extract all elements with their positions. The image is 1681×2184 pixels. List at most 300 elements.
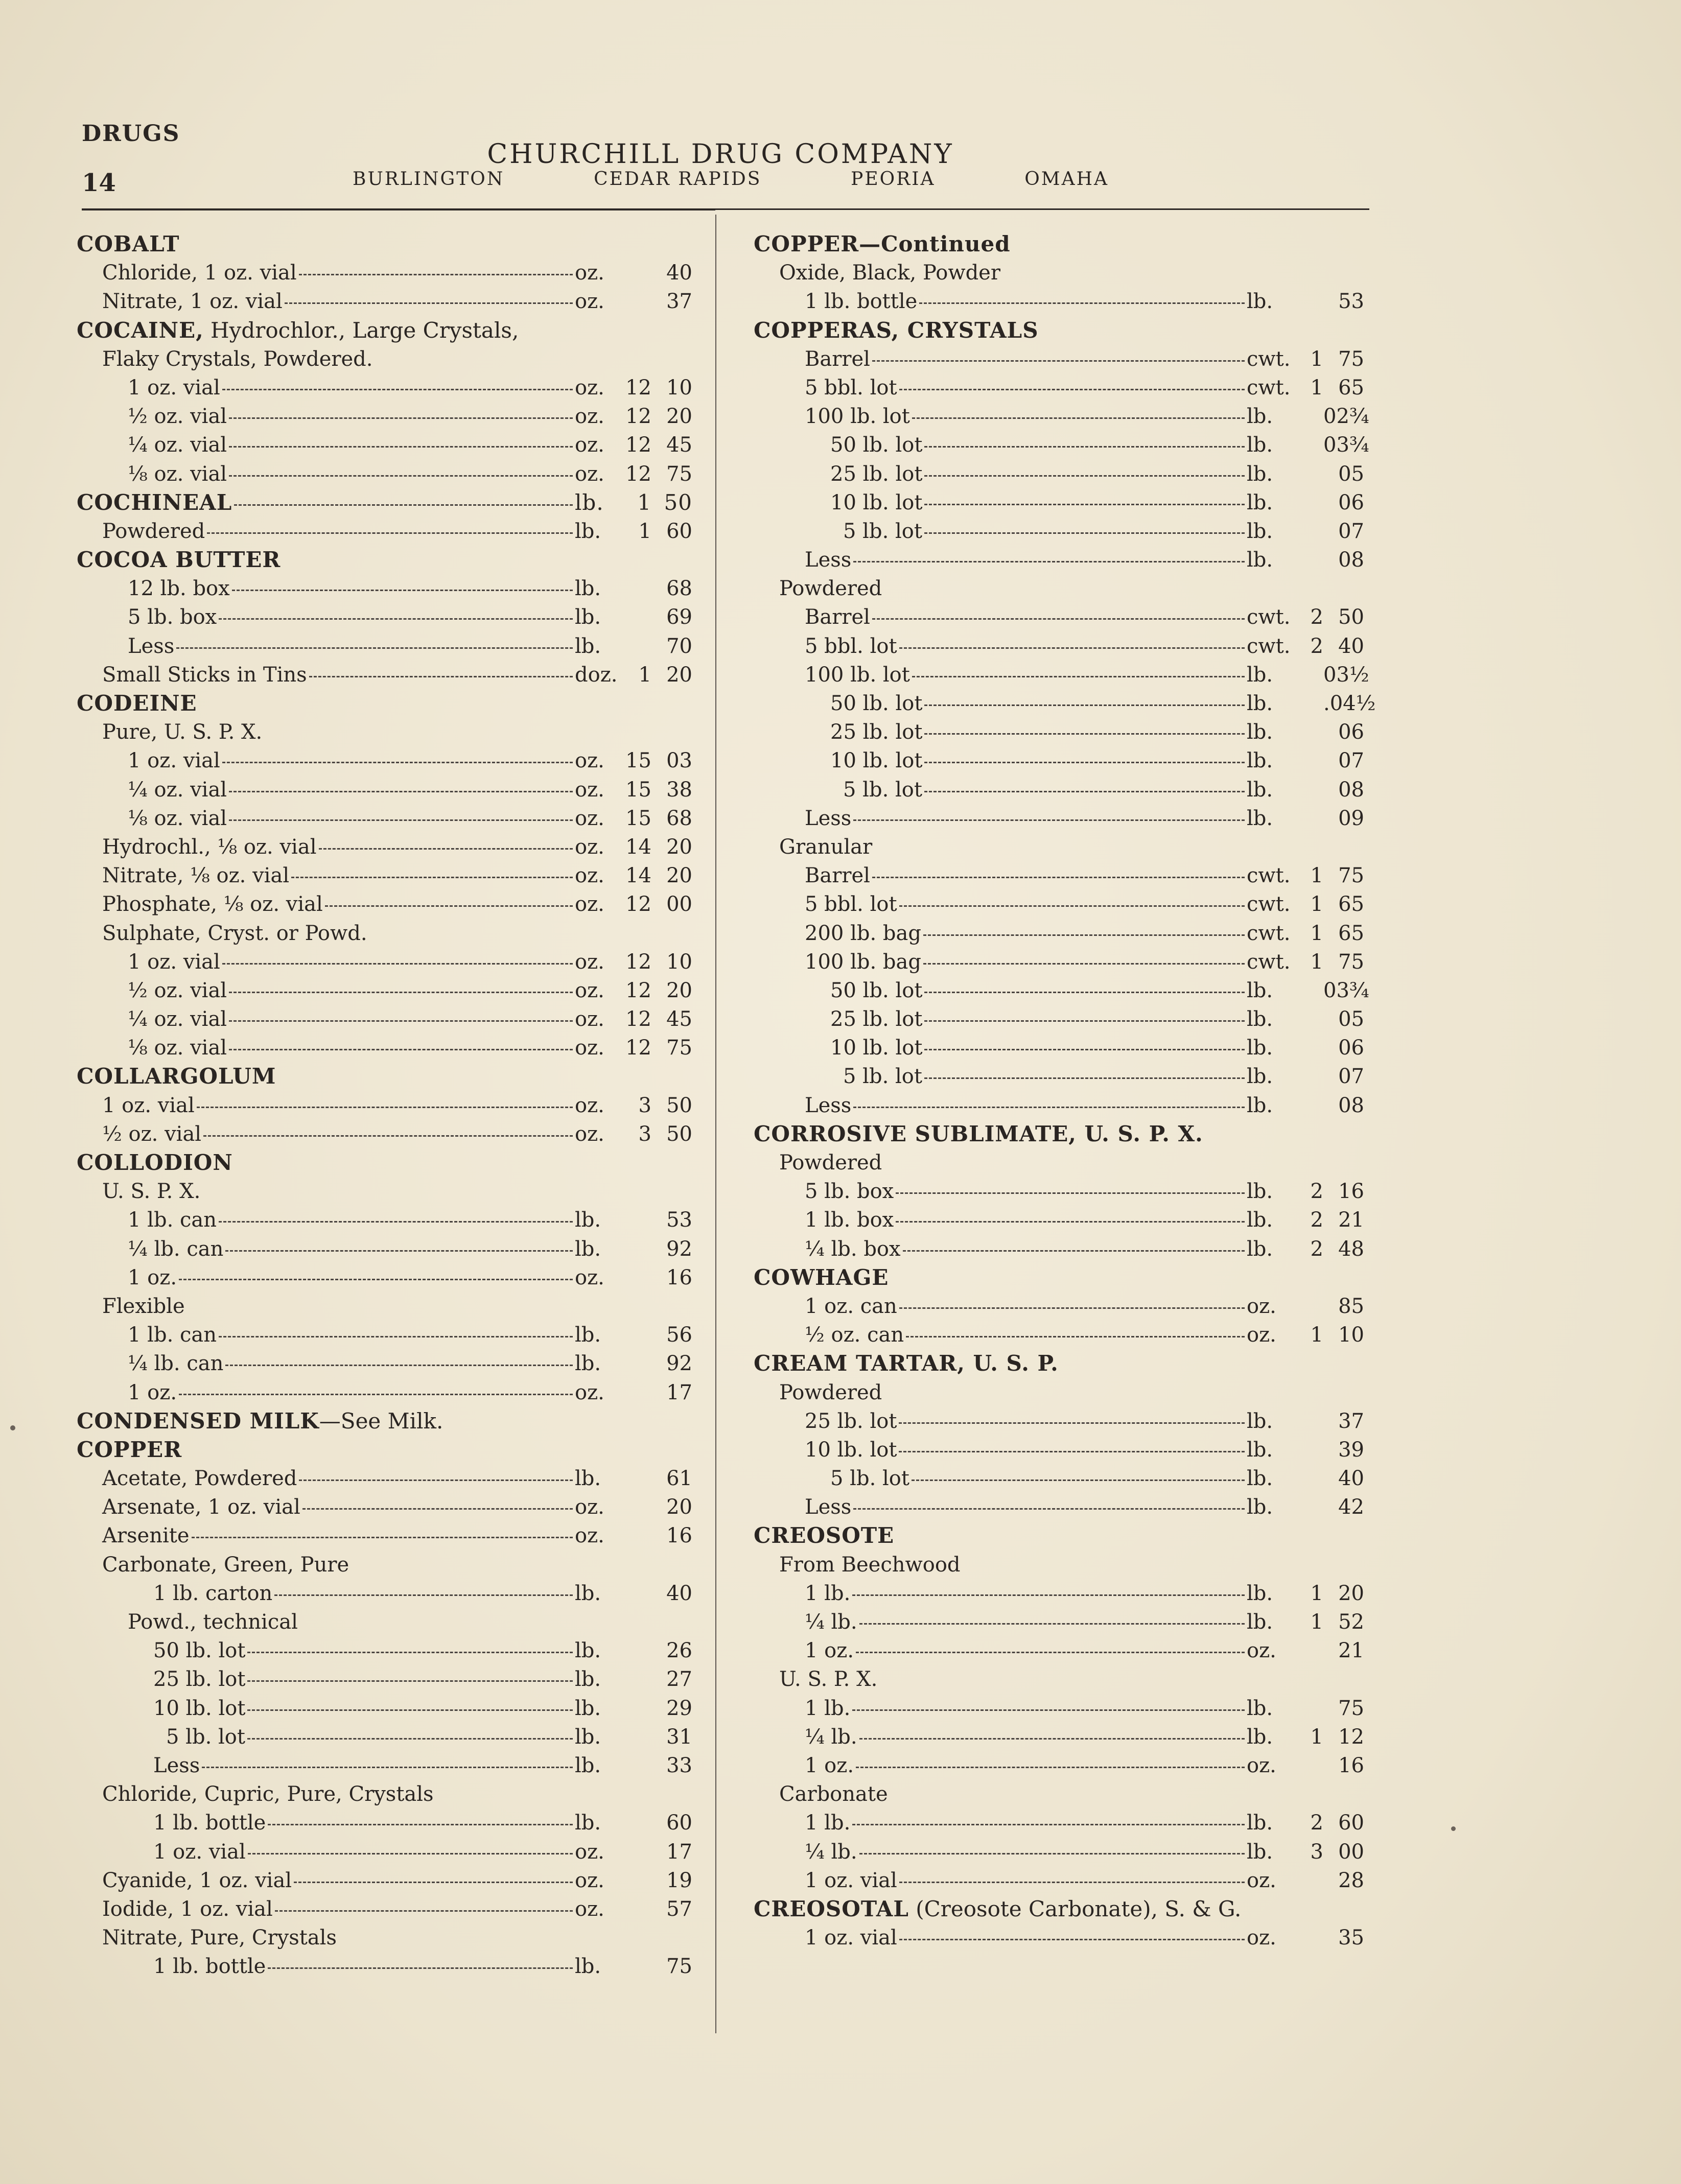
price-row bbox=[77, 661, 692, 689]
dot-leader bbox=[872, 877, 1245, 878]
item-label: 25 lb. lot bbox=[830, 1007, 923, 1031]
item-label: 1 lb. carton bbox=[153, 1581, 273, 1605]
category-title: CONDENSED MILK bbox=[77, 1408, 319, 1434]
item-label: 100 lb. bag bbox=[805, 950, 921, 974]
unit-label: lb. bbox=[575, 634, 601, 658]
price-dollars: 1 bbox=[1310, 375, 1323, 400]
subgroup-text: Powdered bbox=[779, 577, 882, 601]
price-cents: 65 bbox=[1338, 921, 1364, 945]
price-row bbox=[77, 776, 692, 804]
category-heading bbox=[77, 1148, 692, 1177]
price-cents: 31 bbox=[666, 1725, 692, 1749]
category-title: COPPER bbox=[77, 1437, 182, 1462]
item-label: 5 bbl. lot bbox=[805, 375, 897, 400]
category-heading bbox=[77, 1436, 692, 1464]
price-cents: 02¾ bbox=[1323, 405, 1369, 429]
price-cents: 50 bbox=[666, 1122, 692, 1146]
category-title: COPPERAS, CRYSTALS bbox=[754, 317, 1039, 343]
item-label: ¼ lb. box bbox=[805, 1237, 901, 1261]
subgroup-label bbox=[754, 1551, 1364, 1579]
price-cents: 06 bbox=[1338, 1036, 1364, 1060]
unit-label: cwt. bbox=[1247, 347, 1291, 371]
item-label: 10 lb. lot bbox=[830, 490, 923, 514]
unit-label: oz. bbox=[575, 1840, 604, 1864]
price-cents: 00 bbox=[1338, 1840, 1364, 1864]
price-row bbox=[754, 1206, 1364, 1234]
dot-leader bbox=[924, 504, 1245, 505]
price-row bbox=[77, 1034, 692, 1062]
item-label: 50 lb. lot bbox=[830, 692, 923, 715]
category-title: COWHAGE bbox=[754, 1264, 889, 1290]
price-cents: 03¾ bbox=[1323, 978, 1369, 1002]
price-dollars: 2 bbox=[1310, 634, 1323, 658]
item-label: COCHINEAL bbox=[77, 489, 232, 515]
price-cents: 20 bbox=[666, 405, 692, 429]
dot-leader bbox=[291, 877, 573, 878]
price-dollars: 1 bbox=[1310, 864, 1323, 888]
price-row bbox=[754, 1436, 1364, 1464]
dot-leader bbox=[924, 791, 1245, 792]
dot-leader bbox=[299, 274, 573, 275]
price-cents: 21 bbox=[1338, 1208, 1364, 1232]
price-cents: 28 bbox=[1338, 1868, 1364, 1892]
price-row bbox=[754, 1694, 1364, 1723]
unit-label: oz. bbox=[575, 1380, 604, 1404]
price-cents: 75 bbox=[666, 1036, 692, 1060]
dot-leader bbox=[179, 1394, 573, 1395]
unit-label: lb. bbox=[575, 605, 601, 629]
item-label: 1 lb. bottle bbox=[805, 290, 918, 314]
subgroup-label bbox=[77, 919, 692, 948]
item-label: 5 bbl. lot bbox=[805, 893, 897, 917]
price-row bbox=[754, 1321, 1364, 1349]
right-column bbox=[754, 230, 1376, 1952]
subgroup-label bbox=[754, 1780, 1364, 1809]
category-title: CREOSOTAL bbox=[754, 1896, 909, 1921]
unit-label: lb. bbox=[575, 577, 601, 601]
price-dollars: 1 bbox=[1310, 347, 1323, 371]
unit-label: lb. bbox=[1247, 462, 1273, 486]
price-row bbox=[754, 948, 1364, 976]
price-row bbox=[754, 1809, 1364, 1837]
dot-leader bbox=[924, 992, 1245, 993]
price-row bbox=[77, 1895, 692, 1923]
price-row bbox=[754, 1464, 1364, 1493]
unit-label: lb. bbox=[1247, 1065, 1273, 1089]
unit-label: lb. bbox=[1247, 720, 1273, 744]
unit-label: oz. bbox=[575, 433, 604, 457]
price-row bbox=[77, 1838, 692, 1866]
price-row bbox=[77, 632, 692, 661]
item-label: 12 lb. box bbox=[128, 577, 230, 601]
dot-leader bbox=[856, 1767, 1245, 1768]
price-row bbox=[77, 1349, 692, 1378]
dot-leader bbox=[268, 1967, 573, 1969]
subgroup-text: Flexible bbox=[102, 1294, 185, 1318]
unit-label: oz. bbox=[575, 1122, 604, 1146]
item-label: ¼ oz. vial bbox=[128, 1007, 227, 1031]
unit-label: lb. bbox=[575, 1811, 601, 1835]
unit-label: lb. bbox=[1247, 1725, 1273, 1749]
item-label: 25 lb. lot bbox=[830, 462, 923, 486]
price-dollars: 15 bbox=[625, 806, 651, 830]
unit-label: lb. bbox=[1247, 978, 1273, 1002]
dot-leader bbox=[268, 1824, 573, 1825]
price-row bbox=[77, 1521, 692, 1550]
unit-label: oz. bbox=[575, 1007, 604, 1031]
price-row bbox=[77, 1665, 692, 1694]
price-cents: 29 bbox=[666, 1696, 692, 1720]
item-label: Less bbox=[805, 1495, 852, 1519]
price-dollars: 1 bbox=[1310, 893, 1323, 917]
item-label: Less bbox=[805, 1093, 852, 1117]
dot-leader bbox=[899, 647, 1245, 649]
subgroup-label bbox=[754, 1378, 1364, 1407]
unit-label: lb. bbox=[1247, 1180, 1273, 1204]
price-dollars: 12 bbox=[625, 433, 651, 457]
price-row bbox=[754, 1177, 1364, 1206]
price-row bbox=[754, 718, 1364, 746]
unit-label: oz. bbox=[575, 978, 604, 1002]
subgroup-text: Powdered bbox=[779, 1151, 882, 1175]
price-dollars: 1 bbox=[1310, 1323, 1323, 1347]
unit-label: lb. bbox=[575, 1696, 601, 1720]
item-label: 25 lb. lot bbox=[830, 720, 923, 744]
unit-label: lb. bbox=[1247, 519, 1273, 543]
price-dollars: 3 bbox=[638, 1093, 651, 1117]
dot-leader bbox=[247, 1652, 573, 1653]
subgroup-text: Chloride, Cupric, Pure, Crystals bbox=[102, 1782, 434, 1806]
subgroup-label bbox=[754, 833, 1364, 861]
price-row bbox=[754, 1838, 1364, 1866]
price-row bbox=[754, 1751, 1364, 1780]
dot-leader bbox=[899, 905, 1245, 907]
category-heading-priced bbox=[77, 488, 692, 517]
price-cents: 03¾ bbox=[1323, 433, 1369, 457]
subgroup-label bbox=[77, 1923, 692, 1952]
price-cents: 85 bbox=[1338, 1294, 1364, 1318]
dot-leader bbox=[853, 561, 1245, 562]
item-label: 5 lb. box bbox=[805, 1180, 894, 1204]
price-row bbox=[754, 804, 1364, 833]
dot-leader bbox=[853, 819, 1245, 821]
unit-label: lb. bbox=[1247, 1811, 1273, 1835]
price-cents: 61 bbox=[666, 1467, 692, 1491]
page-number: 14 bbox=[82, 169, 116, 197]
price-dollars: 1 bbox=[1310, 1610, 1323, 1634]
dot-leader bbox=[896, 1221, 1245, 1223]
dot-leader bbox=[924, 704, 1245, 706]
item-label: ¼ lb. can bbox=[128, 1237, 224, 1261]
dot-leader bbox=[896, 1192, 1245, 1194]
unit-label: oz. bbox=[575, 1265, 604, 1289]
price-cents: 20 bbox=[666, 1495, 692, 1519]
item-label: 1 lb. can bbox=[128, 1323, 217, 1347]
price-cents: 40 bbox=[1338, 1467, 1364, 1491]
dot-leader bbox=[229, 791, 573, 792]
price-row bbox=[77, 804, 692, 833]
price-dollars: 1 bbox=[1310, 1581, 1323, 1605]
dot-leader bbox=[247, 1680, 573, 1682]
dot-leader bbox=[899, 389, 1245, 390]
category-title: COLLODION bbox=[77, 1150, 233, 1175]
item-label: 1 oz. bbox=[128, 1265, 177, 1289]
dot-leader bbox=[919, 302, 1245, 304]
dot-leader bbox=[859, 1738, 1245, 1740]
price-cents: 27 bbox=[666, 1668, 692, 1692]
unit-label: oz. bbox=[1247, 1639, 1276, 1663]
unit-label: lb. bbox=[575, 1467, 601, 1491]
item-label: Iodide, 1 oz. vial bbox=[102, 1897, 273, 1921]
price-row bbox=[754, 1407, 1364, 1436]
item-label: Nitrate, ⅛ oz. vial bbox=[102, 864, 290, 888]
unit-label: lb. bbox=[1247, 1036, 1273, 1060]
item-label: ½ oz. vial bbox=[128, 978, 227, 1002]
item-label: 25 lb. lot bbox=[805, 1409, 897, 1433]
item-label: ¼ lb. bbox=[805, 1725, 857, 1749]
unit-label: lb. bbox=[1247, 1495, 1273, 1519]
subgroup-label bbox=[77, 1177, 692, 1206]
item-label: 25 lb. lot bbox=[153, 1668, 246, 1692]
price-row bbox=[77, 1005, 692, 1034]
item-label: ¼ lb. bbox=[805, 1610, 857, 1634]
price-dollars: 2 bbox=[1310, 605, 1323, 629]
unit-label: cwt. bbox=[1247, 893, 1291, 917]
price-row bbox=[77, 1723, 692, 1751]
price-row bbox=[754, 1235, 1364, 1263]
price-dollars: 2 bbox=[1310, 1237, 1323, 1261]
price-row bbox=[754, 373, 1364, 402]
category-heading bbox=[754, 230, 1364, 259]
item-label: ½ oz. vial bbox=[102, 1122, 202, 1146]
price-row bbox=[77, 1809, 692, 1837]
unit-label: lb. bbox=[575, 1581, 601, 1605]
unit-label: lb. bbox=[1247, 1208, 1273, 1232]
price-row bbox=[77, 1378, 692, 1407]
dot-leader bbox=[899, 1939, 1245, 1940]
dot-leader bbox=[229, 1020, 573, 1022]
price-row bbox=[754, 1005, 1364, 1034]
unit-label: lb. bbox=[1247, 1007, 1273, 1031]
item-label: ½ oz. can bbox=[805, 1323, 904, 1347]
subgroup-text: Oxide, Black, Powder bbox=[779, 261, 1000, 285]
unit-label: oz. bbox=[575, 835, 604, 859]
dot-leader bbox=[222, 389, 573, 390]
subgroup-text: Granular bbox=[779, 835, 873, 859]
item-label: 10 lb. lot bbox=[805, 1438, 897, 1462]
dot-leader bbox=[222, 762, 573, 763]
dot-leader bbox=[197, 1107, 573, 1108]
price-dollars: 12 bbox=[625, 405, 651, 429]
item-label: 5 lb. lot bbox=[830, 1467, 909, 1491]
dot-leader bbox=[248, 1853, 573, 1854]
unit-label: oz. bbox=[575, 864, 604, 888]
dot-leader bbox=[923, 963, 1245, 965]
unit-label: doz. bbox=[575, 663, 618, 687]
dot-leader bbox=[859, 1623, 1245, 1625]
item-label: 100 lb. lot bbox=[805, 405, 910, 429]
dot-leader bbox=[192, 1537, 573, 1538]
city-omaha: OMAHA bbox=[1024, 169, 1109, 190]
category-heading bbox=[77, 689, 692, 718]
price-cents: 37 bbox=[1338, 1409, 1364, 1433]
unit-label: lb. bbox=[1247, 1696, 1273, 1720]
price-cents: 68 bbox=[666, 577, 692, 601]
dot-leader bbox=[229, 992, 573, 993]
price-cents: 69 bbox=[666, 605, 692, 629]
price-dollars: 1 bbox=[1310, 921, 1323, 945]
unit-label: lb. bbox=[1247, 1093, 1273, 1117]
price-row bbox=[77, 1464, 692, 1493]
category-title: COLLARGOLUM bbox=[77, 1064, 276, 1089]
price-row bbox=[77, 1636, 692, 1665]
price-cents: 10 bbox=[1338, 1323, 1364, 1347]
price-cents: 68 bbox=[666, 806, 692, 830]
price-row bbox=[754, 431, 1369, 459]
unit-label: oz. bbox=[575, 778, 604, 802]
price-cents: 92 bbox=[666, 1237, 692, 1261]
price-row bbox=[754, 890, 1364, 919]
price-cents: 37 bbox=[666, 290, 692, 314]
price-row bbox=[754, 632, 1364, 661]
item-label: 100 lb. lot bbox=[805, 663, 910, 687]
price-row bbox=[77, 431, 692, 459]
price-row bbox=[754, 976, 1369, 1005]
subgroup-text: Carbonate, Green, Pure bbox=[102, 1553, 349, 1577]
unit-label: lb. bbox=[1247, 290, 1273, 314]
price-cents: 60 bbox=[666, 519, 692, 543]
item-label: Powdered bbox=[102, 519, 205, 543]
price-row bbox=[754, 861, 1364, 890]
price-cents: 10 bbox=[666, 950, 692, 974]
category-heading bbox=[754, 1521, 1364, 1550]
dot-leader bbox=[923, 934, 1245, 936]
item-label: ⅛ oz. vial bbox=[128, 462, 227, 486]
price-cents: 21 bbox=[1338, 1639, 1364, 1663]
price-row bbox=[77, 976, 692, 1005]
subgroup-text: From Beechwood bbox=[779, 1553, 961, 1577]
dot-leader bbox=[319, 848, 573, 850]
item-label: ¼ lb. can bbox=[128, 1352, 224, 1376]
item-label: 10 lb. lot bbox=[153, 1696, 246, 1720]
price-row bbox=[77, 746, 692, 775]
dot-leader bbox=[899, 1307, 1245, 1309]
price-row bbox=[77, 1579, 692, 1608]
subgroup-label bbox=[77, 718, 692, 746]
subgroup-text: U. S. P. X. bbox=[779, 1668, 878, 1692]
price-dollars: 12 bbox=[625, 462, 651, 486]
item-label: 1 lb. bottle bbox=[153, 1955, 266, 1979]
unit-label: cwt. bbox=[1247, 864, 1291, 888]
price-dollars: 1 bbox=[1310, 950, 1323, 974]
dot-leader bbox=[912, 1480, 1245, 1481]
dot-leader bbox=[207, 532, 573, 534]
dot-leader bbox=[285, 302, 573, 304]
unit-label: cwt. bbox=[1247, 921, 1291, 945]
price-cents: 35 bbox=[1338, 1926, 1364, 1950]
category-heading bbox=[754, 1349, 1364, 1378]
price-row bbox=[754, 402, 1369, 431]
unit-label: oz. bbox=[575, 1897, 604, 1921]
dot-leader bbox=[219, 1336, 573, 1337]
dot-leader bbox=[309, 676, 573, 677]
unit-label: oz. bbox=[575, 1524, 604, 1548]
item-label: 1 oz. vial bbox=[805, 1868, 897, 1892]
unit-label: cwt. bbox=[1247, 605, 1291, 629]
price-cents: 38 bbox=[666, 778, 692, 802]
price-dollars: 2 bbox=[1310, 1208, 1323, 1232]
price-dollars: 12 bbox=[625, 1007, 651, 1031]
unit-label: cwt. bbox=[1247, 375, 1291, 400]
dot-leader bbox=[924, 532, 1245, 534]
dot-leader bbox=[906, 1336, 1245, 1337]
dot-leader bbox=[234, 504, 573, 506]
unit-label: oz. bbox=[1247, 1294, 1276, 1318]
price-row bbox=[77, 1694, 692, 1723]
unit-label: lb. bbox=[575, 1237, 601, 1261]
price-cents: 26 bbox=[666, 1639, 692, 1663]
dot-leader bbox=[274, 1594, 573, 1596]
category-subtitle: (Creosote Carbonate), S. & G. bbox=[908, 1896, 1242, 1921]
category-subtitle: Hydrochlor., Large Crystals, bbox=[203, 317, 519, 343]
price-row bbox=[77, 460, 692, 488]
subgroup-text: Sulphate, Cryst. or Powd. bbox=[102, 921, 367, 945]
price-cents: 06 bbox=[1338, 720, 1364, 744]
item-label: ⅛ oz. vial bbox=[128, 1036, 227, 1060]
price-cents: 52 bbox=[1338, 1610, 1364, 1634]
category-heading bbox=[77, 546, 692, 574]
price-cents: 50 bbox=[666, 1093, 692, 1117]
item-label: 5 lb. lot bbox=[843, 519, 922, 543]
price-cents: 08 bbox=[1338, 778, 1364, 802]
item-label: 1 oz. vial bbox=[128, 749, 220, 773]
price-cents: 60 bbox=[666, 1811, 692, 1835]
price-row bbox=[754, 488, 1364, 517]
item-label: 5 lb. lot bbox=[843, 1065, 922, 1089]
price-cents: 07 bbox=[1338, 519, 1364, 543]
item-label: ½ oz. vial bbox=[128, 405, 227, 429]
item-label: Barrel bbox=[805, 347, 870, 371]
unit-label: lb. bbox=[1247, 433, 1273, 457]
unit-label: oz. bbox=[575, 1495, 604, 1519]
item-label: 5 lb. lot bbox=[843, 778, 922, 802]
subgroup-label bbox=[77, 1780, 692, 1809]
subgroup-label bbox=[754, 259, 1364, 287]
price-cents: .04½ bbox=[1323, 692, 1376, 715]
item-label: 1 oz. bbox=[805, 1753, 854, 1777]
item-label: 1 oz. vial bbox=[153, 1840, 246, 1864]
price-row bbox=[754, 1923, 1364, 1952]
unit-label: oz. bbox=[1247, 1926, 1276, 1950]
left-column bbox=[77, 230, 692, 1981]
dot-leader bbox=[856, 1652, 1245, 1653]
price-cents: 16 bbox=[1338, 1753, 1364, 1777]
category-title: COCAINE, bbox=[77, 317, 204, 343]
price-cents: 53 bbox=[1338, 290, 1364, 314]
unit-label: lb. bbox=[575, 1668, 601, 1692]
unit-label: oz. bbox=[575, 749, 604, 773]
price-cents: 40 bbox=[666, 261, 692, 285]
price-cents: 07 bbox=[1338, 1065, 1364, 1089]
price-cents: 75 bbox=[1338, 347, 1364, 371]
unit-label: lb. bbox=[575, 1323, 601, 1347]
price-dollars: 1 bbox=[1310, 1725, 1323, 1749]
unit-label: oz. bbox=[575, 462, 604, 486]
price-dollars: 12 bbox=[625, 893, 651, 917]
city-cedar-rapids: CEDAR RAPIDS bbox=[594, 169, 762, 190]
item-label: 5 lb. box bbox=[128, 605, 217, 629]
price-row bbox=[77, 574, 692, 603]
